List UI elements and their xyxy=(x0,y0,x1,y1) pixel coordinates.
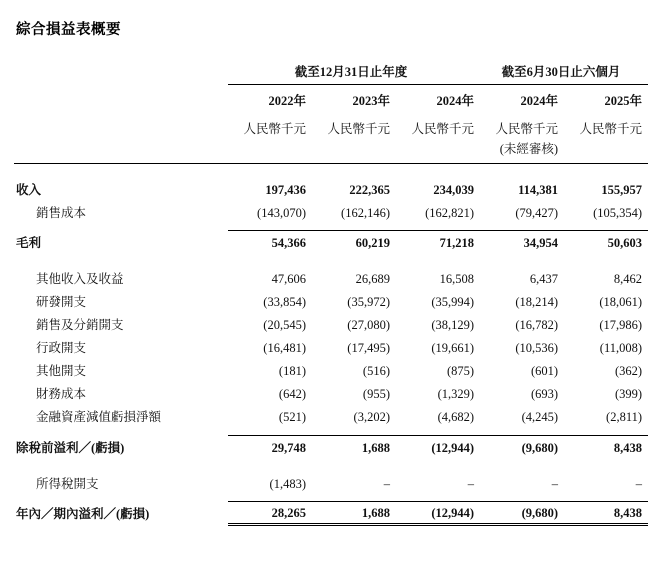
row-admin-2022: (16,481) xyxy=(263,341,306,355)
header-year-2025-interim: 2025年 xyxy=(604,94,643,108)
row-finance-2023: (955) xyxy=(362,387,390,401)
row-label-finance-costs: 財務成本 xyxy=(36,387,87,401)
header-unit-5: 人民幣千元 xyxy=(579,122,643,136)
row-label-other-expenses: 其他開支 xyxy=(36,364,87,378)
row-selling-2025h1: (17,986) xyxy=(599,318,643,332)
table-row xyxy=(14,200,648,223)
row-cost-of-sales-2022: (143,070) xyxy=(257,205,306,220)
table-row xyxy=(14,405,648,428)
header-unit-3: 人民幣千元 xyxy=(411,122,475,136)
row-finance-2022: (642) xyxy=(278,387,306,401)
header-unit-1: 人民幣千元 xyxy=(243,122,306,136)
header-year-2024: 2024年 xyxy=(436,94,475,108)
row-pbt-2024: (12,944) xyxy=(396,435,480,458)
row-impairment-2024h1: (4,245) xyxy=(521,410,559,424)
table-row xyxy=(14,471,648,494)
spacer xyxy=(14,428,648,436)
table-row xyxy=(14,231,648,254)
table-header-groups xyxy=(14,59,648,85)
row-tax-2023: – xyxy=(383,476,390,491)
row-revenue-2022: 197,436 xyxy=(265,182,306,197)
header-unit-4: 人民幣千元 xyxy=(495,122,559,136)
header-group-annual: 截至12月31日止年度 xyxy=(228,59,480,85)
table-row xyxy=(14,177,648,200)
row-label-other-income: 其他收入及收益 xyxy=(36,272,124,286)
table-row xyxy=(14,290,648,313)
row-admin-2024: (19,661) xyxy=(431,341,475,355)
row-rnd-2025h1: (18,061) xyxy=(599,295,643,309)
row-pbt-2022: 29,748 xyxy=(228,435,312,458)
row-tax-2022: (1,483) xyxy=(269,476,306,491)
header-units-blank xyxy=(14,113,228,139)
header-subnote-unaudited: (未經審核) xyxy=(480,139,564,164)
row-profit-2024h1: (9,680) xyxy=(480,502,564,525)
row-impairment-2023: (3,202) xyxy=(353,410,390,424)
header-subnote-blank xyxy=(14,139,228,164)
row-profit-2024: (12,944) xyxy=(396,502,480,525)
row-revenue-2024: 234,039 xyxy=(433,182,475,197)
page-title: 綜合損益表概要 xyxy=(16,22,121,38)
row-selling-2023: (27,080) xyxy=(347,318,390,332)
header-year-2022: 2022年 xyxy=(268,94,306,108)
row-other-exp-2024h1: (601) xyxy=(530,364,559,378)
header-subnote-1 xyxy=(228,139,312,164)
table-row xyxy=(14,336,648,359)
row-pbt-2024h1: (9,680) xyxy=(480,435,564,458)
row-other-exp-2025h1: (362) xyxy=(614,364,643,378)
row-other-income-2024h1: 6,437 xyxy=(529,272,559,286)
spacer xyxy=(14,494,648,502)
row-rnd-2022: (33,854) xyxy=(263,295,306,309)
header-year-2024-interim: 2024年 xyxy=(520,94,559,108)
row-other-exp-2023: (516) xyxy=(362,364,390,378)
row-revenue-2025h1: 155,957 xyxy=(601,182,643,197)
row-rnd-2024: (35,994) xyxy=(431,295,475,309)
row-other-income-2023: 26,689 xyxy=(355,272,390,286)
header-year-2023: 2023年 xyxy=(352,94,390,108)
table-header-years xyxy=(14,85,648,114)
row-other-income-2025h1: 8,462 xyxy=(613,272,643,286)
row-finance-2025h1: (399) xyxy=(614,387,643,401)
table-row xyxy=(14,382,648,405)
row-label-cost-of-sales: 銷售成本 xyxy=(36,205,87,220)
row-label-profit-before-tax: 除稅前溢利／(虧損) xyxy=(16,440,125,455)
row-admin-2024h1: (10,536) xyxy=(515,341,559,355)
table-row xyxy=(14,313,648,336)
row-cost-of-sales-2024: (162,821) xyxy=(425,205,475,220)
row-tax-2025h1: – xyxy=(635,476,643,491)
table-header-subnotes xyxy=(14,139,648,164)
row-revenue-2023: 222,365 xyxy=(349,182,390,197)
row-pbt-2025h1: 8,438 xyxy=(564,435,648,458)
row-cost-of-sales-2023: (162,146) xyxy=(341,205,390,220)
row-rnd-2024h1: (18,214) xyxy=(515,295,559,309)
row-tax-2024h1: – xyxy=(551,476,559,491)
table-row xyxy=(14,435,648,458)
row-label-income-tax: 所得稅開支 xyxy=(36,476,99,491)
row-other-exp-2024: (875) xyxy=(446,364,475,378)
row-cost-of-sales-2025h1: (105,354) xyxy=(593,205,643,220)
row-selling-2022: (20,545) xyxy=(263,318,306,332)
row-impairment-2024: (4,682) xyxy=(437,410,475,424)
row-label-impairment-losses: 金融資產減值虧損淨額 xyxy=(36,410,162,424)
row-label-revenue: 收入 xyxy=(16,182,42,197)
header-subnote-5 xyxy=(564,139,648,164)
row-gross-profit-2024h1: 34,954 xyxy=(480,231,564,254)
row-pbt-2023: 1,688 xyxy=(312,435,396,458)
row-label-selling-distribution: 銷售及分銷開支 xyxy=(36,318,124,332)
table-row xyxy=(14,502,648,525)
row-gross-profit-2025h1: 50,603 xyxy=(564,231,648,254)
header-group-interim: 截至6月30日止六個月 xyxy=(480,59,648,85)
header-unit-2: 人民幣千元 xyxy=(327,122,390,136)
row-other-exp-2022: (181) xyxy=(278,364,306,378)
row-label-gross-profit: 毛利 xyxy=(16,236,42,250)
spacer xyxy=(14,223,648,231)
row-label-rnd-expenses: 研發開支 xyxy=(36,295,87,309)
table-row xyxy=(14,359,648,382)
row-profit-2023: 1,688 xyxy=(312,502,396,525)
row-other-income-2022: 47,606 xyxy=(271,272,306,286)
table-row xyxy=(14,267,648,290)
row-profit-2025h1: 8,438 xyxy=(564,502,648,525)
spacer xyxy=(14,164,648,178)
row-label-profit-for-period: 年內／期內溢利／(虧損) xyxy=(16,507,150,521)
header-corner-blank xyxy=(14,59,228,85)
row-other-income-2024: 16,508 xyxy=(439,272,475,286)
header-subnote-3 xyxy=(396,139,480,164)
spacer xyxy=(14,458,648,471)
row-cost-of-sales-2024h1: (79,427) xyxy=(515,205,559,220)
table-header-units xyxy=(14,113,648,139)
row-selling-2024: (38,129) xyxy=(431,318,475,332)
row-gross-profit-2024: 71,218 xyxy=(396,231,480,254)
row-finance-2024: (1,329) xyxy=(437,387,475,401)
header-years-blank xyxy=(14,85,228,114)
row-finance-2024h1: (693) xyxy=(530,387,559,401)
row-gross-profit-2022: 54,366 xyxy=(228,231,312,254)
row-tax-2024: – xyxy=(467,476,475,491)
row-admin-2025h1: (11,008) xyxy=(599,341,643,355)
income-statement-table xyxy=(14,59,648,526)
row-revenue-2024h1: 114,381 xyxy=(518,182,559,197)
row-label-admin-expenses: 行政開支 xyxy=(36,341,87,355)
row-impairment-2022: (521) xyxy=(278,410,306,424)
row-admin-2023: (17,495) xyxy=(347,341,390,355)
row-selling-2024h1: (16,782) xyxy=(515,318,559,332)
header-subnote-2 xyxy=(312,139,396,164)
row-rnd-2023: (35,972) xyxy=(347,295,390,309)
row-profit-2022: 28,265 xyxy=(228,502,312,525)
spacer xyxy=(14,254,648,267)
row-impairment-2025h1: (2,811) xyxy=(606,410,643,424)
row-gross-profit-2023: 60,219 xyxy=(312,231,396,254)
